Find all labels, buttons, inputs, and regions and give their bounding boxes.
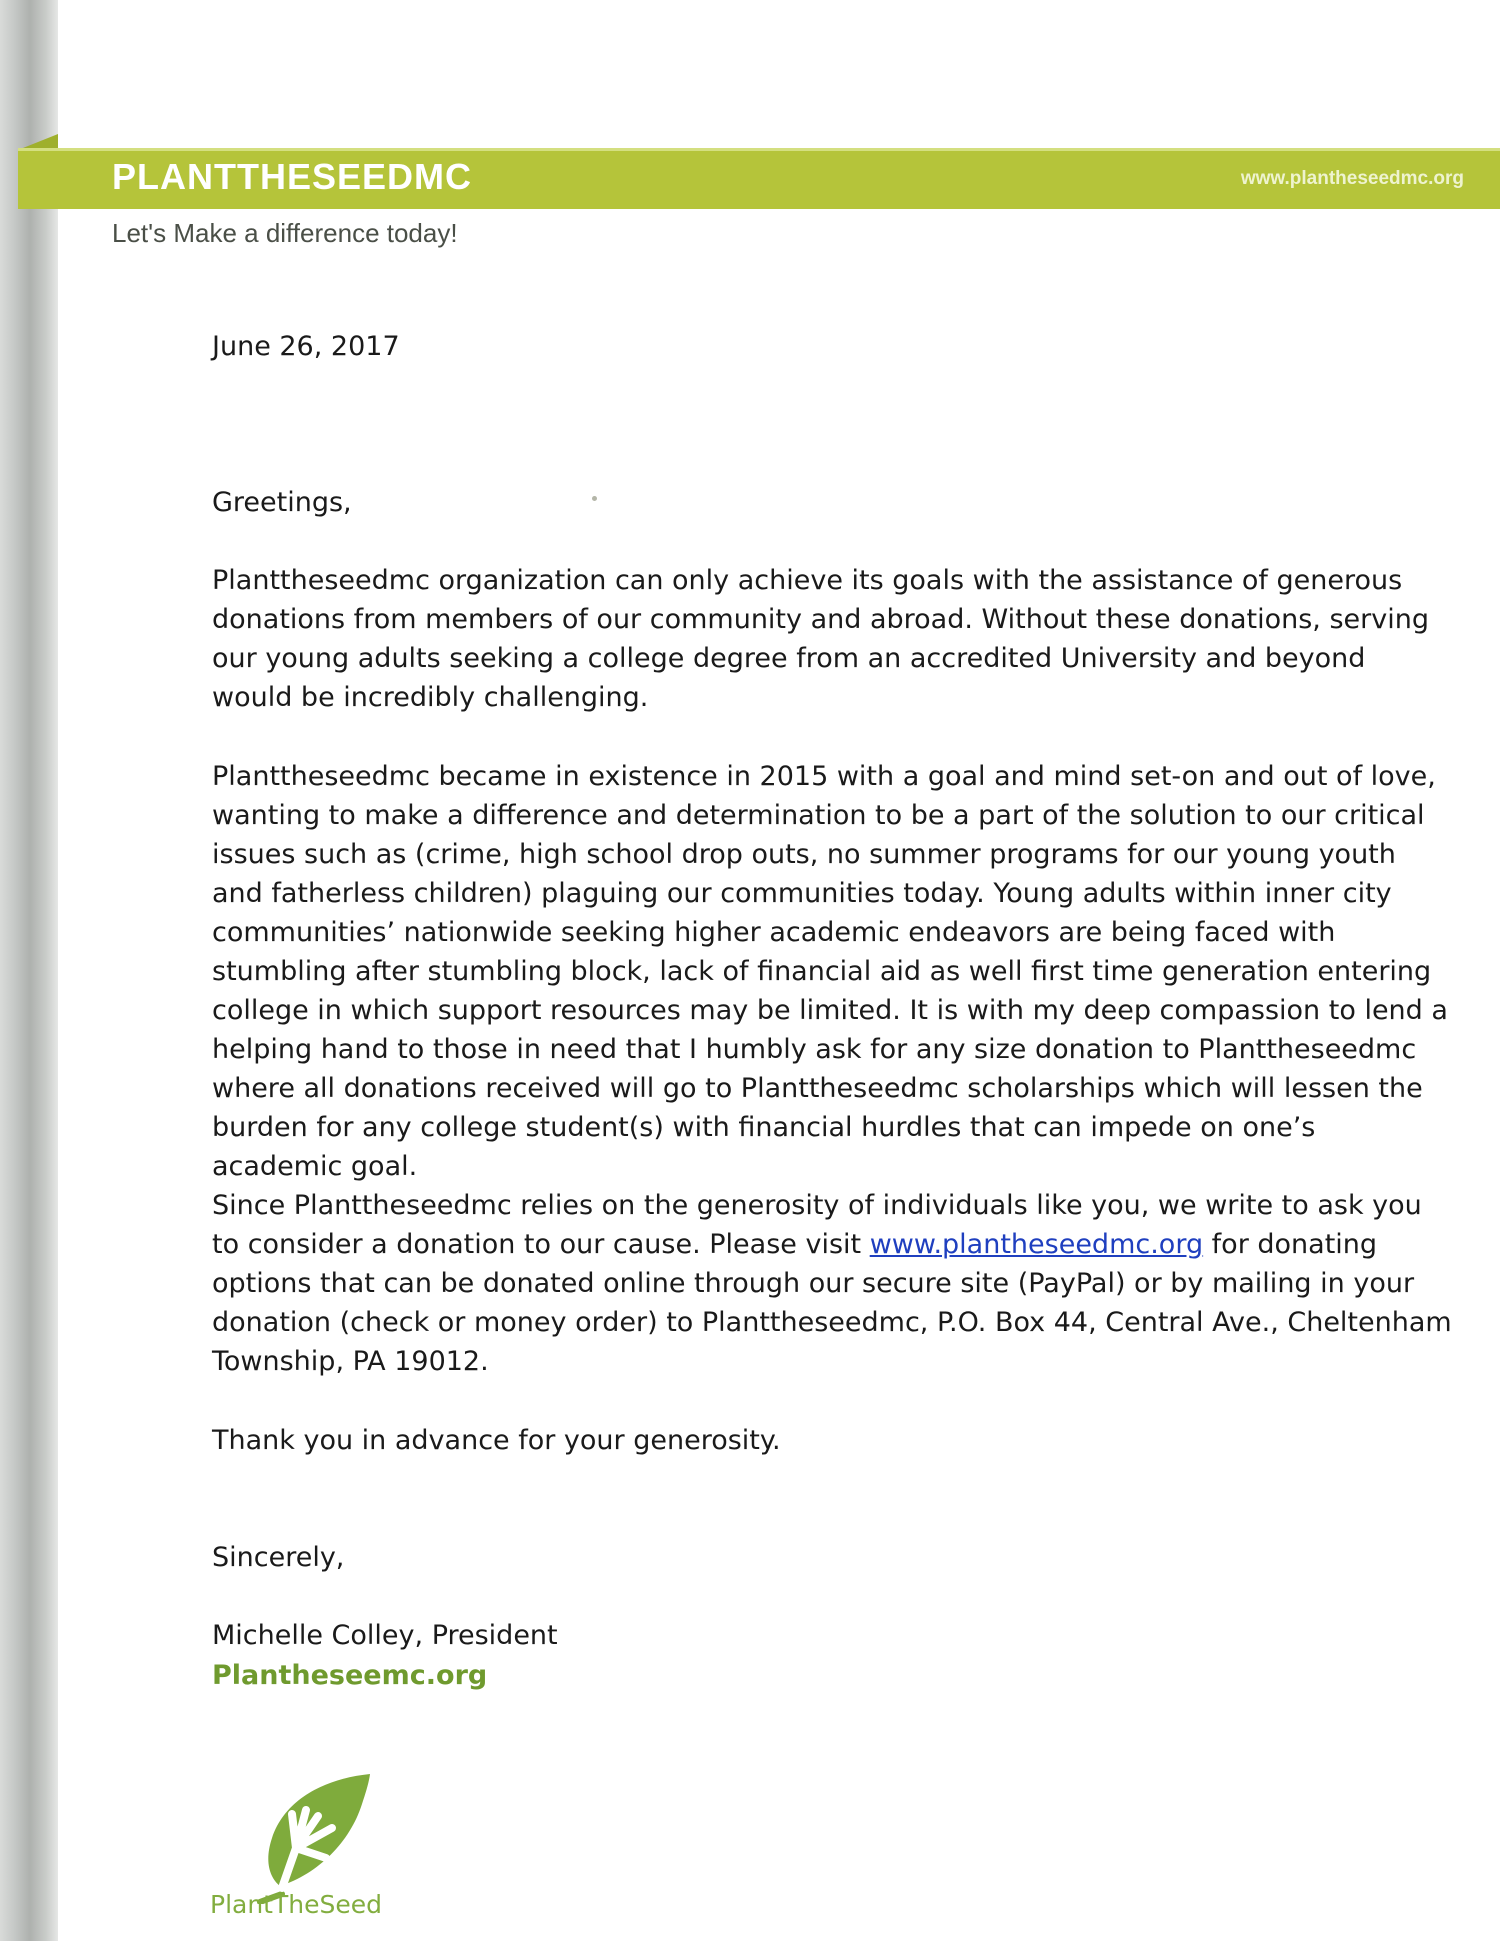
letter-paragraph-2	[212, 757, 1452, 1186]
leaf-hand-icon	[252, 1768, 376, 1904]
letter-signer-site	[212, 1656, 1452, 1695]
footer-logo-text: PlantTheSeed	[210, 1890, 382, 1919]
letterhead-tagline: Let's Make a difference today!	[112, 218, 458, 248]
scan-edge-strip	[0, 0, 58, 1941]
letter-paragraph-1	[212, 561, 1452, 717]
letter-signer	[212, 1616, 1452, 1655]
paragraph-1-text: Planttheseedmc organization can only achieve its goals with the assistance of generous donations from members of our community and abroad. Without these donations, serving our young adults seeking a college degree from an accredited University and beyond would be incredibly challenging.	[212, 565, 1429, 713]
thanks-text: Thank you in advance for your generosity.	[212, 1425, 781, 1456]
paragraph-3-text	[212, 1186, 1452, 1381]
paragraph-3-lead: Since Planttheseedmc relies on the generosity of individuals like you, we write to ask you to consider a donation to our cause. Please visit	[212, 1190, 1422, 1260]
letterhead-website: www.plantheseedmc.org	[1240, 168, 1464, 189]
paragraph-2-text: Planttheseedmc became in existence in 2015 with a goal and mind set-on and out of love, wanting to make a difference and determination to be a part of the solution to our critical issues such as (crime, high school drop outs, no summer programs for our young youth and fatherless children) plaguing our communities today. Young adults within inner city communities’ nationwide seeking higher academic endeavors are being faced with stumbling after stumbling block, lack of financial aid as well first time generation entering college in which support resources may be limited. It is with my deep compassion to lend a helping hand to those in need that I humbly ask for any size donation to Planttheseedmc where all donations received will go to Planttheseedmc scholarships which will lessen the burden for any college student(s) with financial hurdles that can impede on one’s academic goal.	[212, 761, 1448, 1182]
letter-date	[212, 327, 1452, 366]
greeting-text: Greetings,	[212, 487, 352, 518]
signer-site-text: Plantheseemc.org	[212, 1660, 488, 1691]
letter-thanks	[212, 1421, 1452, 1460]
closing-text: Sincerely,	[212, 1542, 345, 1573]
signer-name: Michelle Colley, President	[212, 1620, 558, 1651]
paragraph-3-tail: for donating options that can be donated online through our secure site (PayPal) or by mailing in your donation (check or money order) to Planttheseedmc, P.O. Box 44, Central Ave., Cheltenham Township, PA 19012.	[212, 1229, 1452, 1377]
letter-closing	[212, 1538, 1452, 1577]
letter-paragraph-3	[212, 1186, 1452, 1381]
organization-name: PLANTTHESEEDMC	[112, 156, 473, 197]
letter-greeting	[212, 483, 1452, 522]
date-text: June 26, 2017	[212, 331, 400, 362]
donation-website-link[interactable]: www.plantheseedmc.org	[869, 1229, 1204, 1260]
